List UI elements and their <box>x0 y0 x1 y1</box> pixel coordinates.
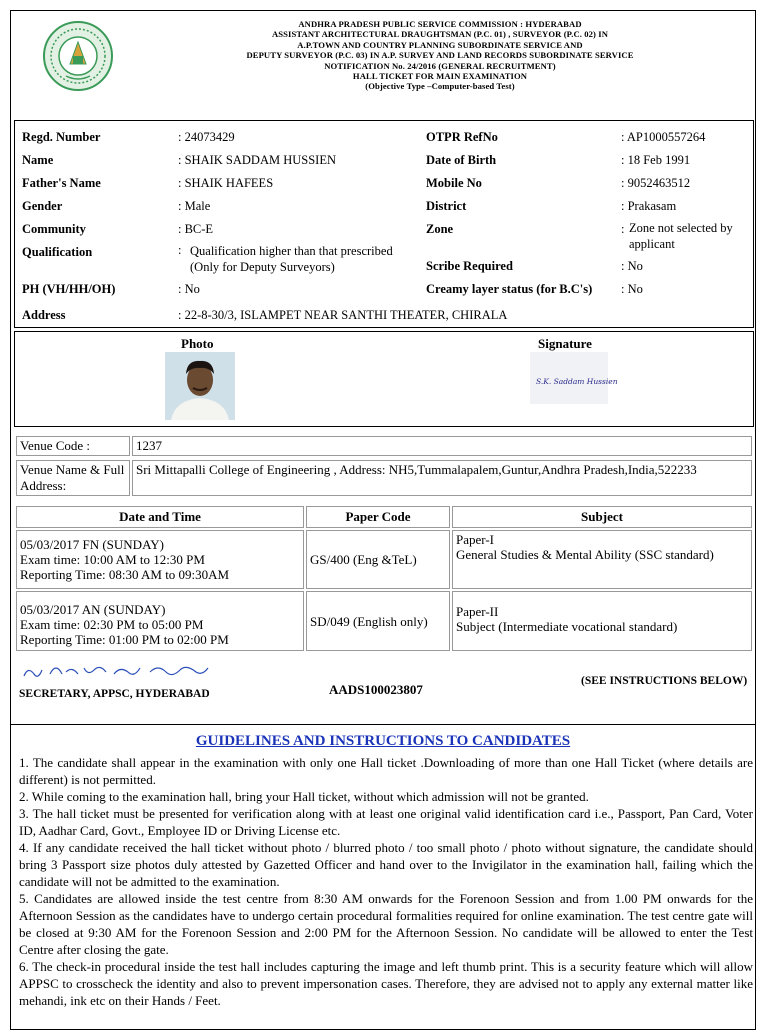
zone-colon: : <box>621 222 625 236</box>
signature-label: Signature <box>538 336 592 351</box>
guideline-item: 4. If any candidate received the hall ticket without photo / blurred photo / too small photo / photo without signature, the candidate should bring 3 Passport size photos duly attested by Gazetted Officer and hand over to the Invigilator in the examination hall, failing which the candidate will not be admitted to the examination. <box>19 840 753 889</box>
schedule-subject-cell <box>452 530 752 589</box>
header-line-5: NOTIFICATION No. 24/2016 (GENERAL RECRUITMENT) <box>324 60 556 71</box>
dob-value: : 18 Feb 1991 <box>621 153 691 167</box>
qualification-label: Qualification <box>22 245 93 259</box>
venue-code-value: 1237 <box>132 436 752 456</box>
schedule-paper-code: GS/400 (Eng &TeL) <box>306 530 450 589</box>
schedule-date-cell <box>16 530 304 589</box>
regd-label: Regd. Number <box>22 130 101 144</box>
schedule-date: 05/03/2017 FN (SUNDAY) <box>20 537 164 552</box>
header-line-3: A.P.TOWN AND COUNTRY PLANNING SUBORDINATE SERVICE AND <box>297 39 583 50</box>
schedule-date: 05/03/2017 AN (SUNDAY) <box>20 602 166 617</box>
aads-number: AADS100023807 <box>329 682 423 697</box>
candidate-details <box>14 120 754 328</box>
schedule-subject: Subject (Intermediate vocational standard) <box>456 619 678 634</box>
schedule-date-cell <box>16 591 304 651</box>
exam-schedule-table <box>14 504 754 653</box>
address-value: : 22-8-30/3, ISLAMPET NEAR SANTHI THEATER, CHIRALA <box>178 308 508 322</box>
district-value: : Prakasam <box>621 199 677 213</box>
venue-code-label: Venue Code : <box>16 436 130 456</box>
community-value: : BC-E <box>178 222 214 236</box>
regd-value: : 24073429 <box>178 130 235 144</box>
father-label: Father's Name <box>22 176 101 190</box>
venue-address-table <box>14 458 754 498</box>
signature-text: S.K. Saddam Hussien <box>536 377 618 386</box>
creamy-value: : No <box>621 282 643 296</box>
venue-name-label: Venue Name & Full Address: <box>16 460 130 496</box>
header-line-6: HALL TICKET FOR MAIN EXAMINATION <box>352 71 528 82</box>
schedule-paper: Paper-I <box>456 532 494 547</box>
guideline-item: 6. The check-in procedural inside the test hall includes capturing the image and left thumb print. This is a security feature which will allow APPSC to crosscheck the identity and also to prevent impersonation cases. Therefore, they are advised not to apply any external matter like mehandi, ink etc on their Hands / Feet. <box>19 959 753 1008</box>
qualification-value: Qualification higher than that prescribed (Only for Deputy Surveyors) <box>190 244 393 274</box>
community-label: Community <box>22 222 86 236</box>
otpr-value: : AP1000557264 <box>621 130 706 144</box>
appsc-seal-logo <box>42 20 114 92</box>
signature-image <box>530 352 618 404</box>
schedule-exam-time: Exam time: 02:30 PM to 05:00 PM <box>20 617 204 632</box>
schedule-row <box>16 530 752 589</box>
gender-label: Gender <box>22 199 63 213</box>
section-divider <box>10 724 756 725</box>
district-label: District <box>426 199 467 213</box>
venue-name-value: Sri Mittapalli College of Engineering , Address: NH5,Tummalapalem,Guntur,Andhra Pradesh,India,522233 <box>132 460 752 496</box>
header-line-2: ASSISTANT ARCHITECTURAL DRAUGHTSMAN (P.C. 01) , SURVEYOR (P.C. 02) IN <box>271 29 609 40</box>
qualification-colon: : <box>178 243 182 257</box>
see-instructions-note: (SEE INSTRUCTIONS BELOW) <box>581 675 748 687</box>
secretary-signature <box>20 658 210 682</box>
candidate-photo <box>165 352 235 420</box>
signature-scribble <box>530 352 618 404</box>
gender-value: : Male <box>178 199 211 213</box>
guideline-item: 5. Candidates are allowed inside the test centre from 8:30 AM onwards for the Forenoon Session and from 1.00 PM onwards for the Afternoon Session as the candidates have to undergo certain procedural formalities required for online examination. The test centre gate will be closed at 9:30 AM for the Forenoon Session and 2:00 PM for the Afternoon Session. No candidate will be allowed to enter the Test Centre after closing the gate. <box>19 891 753 957</box>
header-line-1: ANDHRA PRADESH PUBLIC SERVICE COMMISSION : HYDERABAD <box>298 19 582 29</box>
photo-signature-box <box>14 331 754 427</box>
name-label: Name <box>22 153 54 167</box>
schedule-row <box>16 591 752 651</box>
header-title-block <box>190 19 690 92</box>
schedule-header-date: Date and Time <box>16 506 304 528</box>
guidelines-list <box>19 754 753 1009</box>
mobile-value: : 9052463512 <box>621 176 691 190</box>
secretary-title: SECRETARY, APPSC, HYDERABAD <box>19 688 210 700</box>
guidelines-title: GUIDELINES AND INSTRUCTIONS TO CANDIDATES <box>195 733 571 749</box>
schedule-reporting-time: Reporting Time: 08:30 AM to 09:30AM <box>20 567 230 582</box>
father-value: : SHAIK HAFEES <box>178 176 274 190</box>
photo-label: Photo <box>181 336 214 351</box>
name-value: : SHAIK SADDAM HUSSIEN <box>178 153 337 167</box>
scribe-label: Scribe Required <box>426 259 513 273</box>
guideline-item: 3. The hall ticket must be presented for verification along with at least one original valid identification card i.e., Passport, Pan Card, Voter ID, Aadhar Card, Govt., Employee ID or Driving License etc. <box>19 806 753 838</box>
dob-label: Date of Birth <box>426 153 497 167</box>
schedule-subject-cell <box>452 591 752 651</box>
venue-code-table <box>14 434 754 458</box>
otpr-label: OTPR RefNo <box>426 130 498 144</box>
creamy-label: Creamy layer status (for B.C's) <box>426 282 593 296</box>
schedule-header-subject: Subject <box>452 506 752 528</box>
mobile-label: Mobile No <box>426 176 482 190</box>
ph-label: PH (VH/HH/OH) <box>22 282 116 296</box>
guideline-item: 1. The candidate shall appear in the examination with only one Hall ticket .Downloading of more than one Hall Ticket (where details are different) is not permitted. <box>19 755 753 787</box>
schedule-paper: Paper-II <box>456 604 499 619</box>
schedule-header-code: Paper Code <box>306 506 450 528</box>
schedule-subject: General Studies & Mental Ability (SSC standard) <box>456 547 714 562</box>
zone-label: Zone <box>426 222 454 236</box>
address-label: Address <box>22 308 66 322</box>
zone-value: Zone not selected by applicant <box>629 221 733 251</box>
schedule-exam-time: Exam time: 10:00 AM to 12:30 PM <box>20 552 205 567</box>
schedule-reporting-time: Reporting Time: 01:00 PM to 02:00 PM <box>20 632 229 647</box>
guideline-item: 2. While coming to the examination hall, bring your Hall ticket, without which admission will not be granted. <box>19 789 589 804</box>
ph-value: : No <box>178 282 200 296</box>
header-line-4: DEPUTY SURVEYOR (P.C. 03) IN A.P. SURVEY AND LAND RECORDS SUBORDINATE SERVICE <box>246 50 634 61</box>
schedule-paper-code: SD/049 (English only) <box>306 591 450 651</box>
header-line-7: (Objective Type –Computer-based Test) <box>365 81 515 92</box>
scribe-value: : No <box>621 259 643 273</box>
